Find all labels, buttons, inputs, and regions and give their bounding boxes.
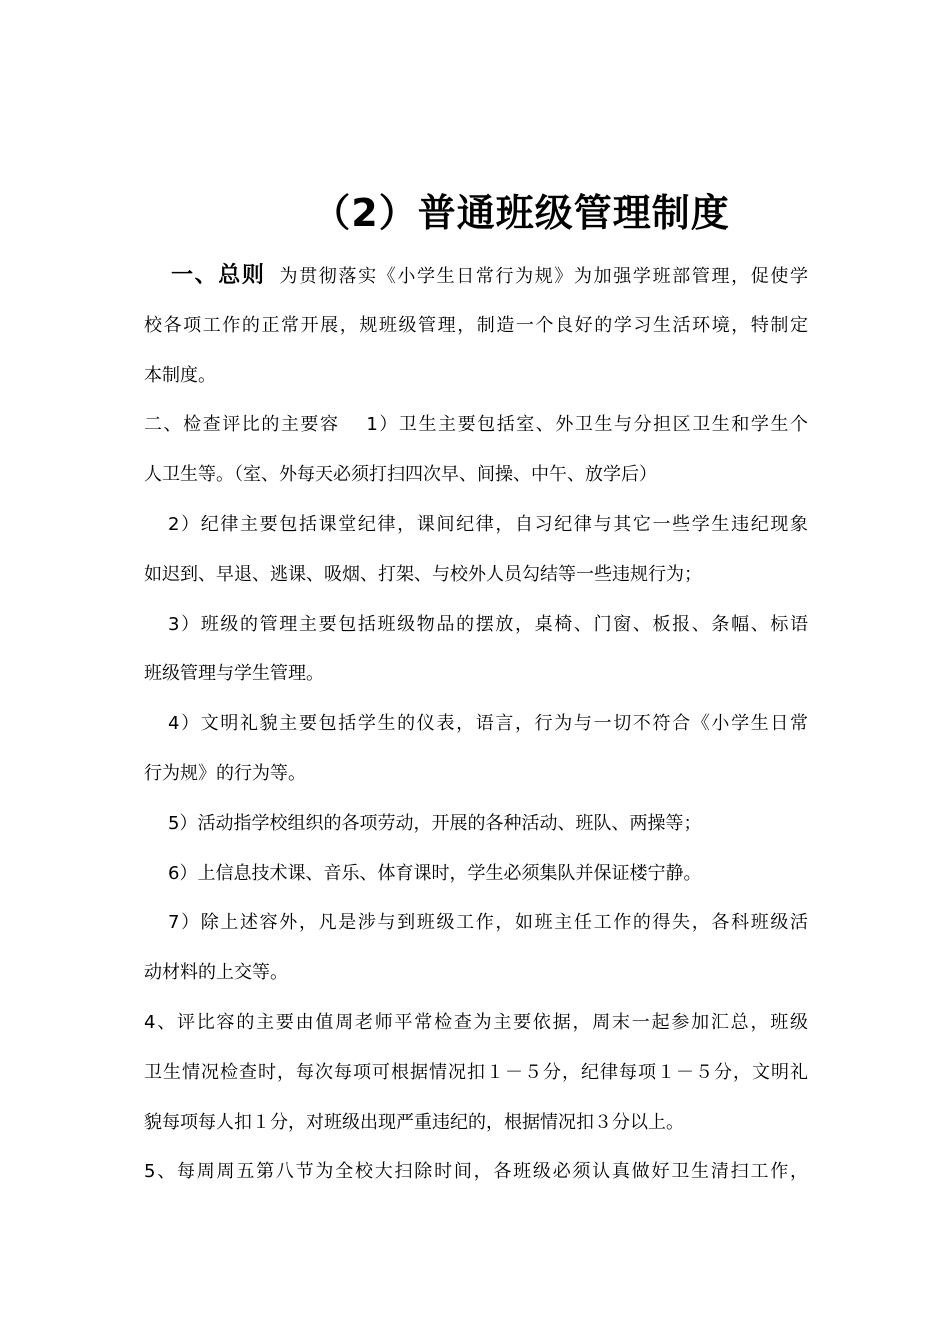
item2-line-2: 如迟到、早退、逃课、吸烟、打架、与校外人员勾结等一些违规行为； <box>144 563 702 585</box>
item7-line-1: 7）除上述容外，凡是涉与到班级工作，如班主任工作的得失，各科班级活 <box>168 912 808 934</box>
section5-line-1: 5、每周周五第八节为全校大扫除时间，各班级必须认真做好卫生清扫工作， <box>144 1161 808 1183</box>
item7-line-2: 动材料的上交等。 <box>144 962 288 984</box>
section4-line-1: 4、评比容的主要由值周老师平常检查为主要依据，周末一起参加汇总，班级 <box>144 1011 808 1033</box>
item4-line-1: 4）文明礼貌主要包括学生的仪表，语言，行为与一切不符合《小学生日常 <box>168 713 808 735</box>
item3-line-1: 3）班级的管理主要包括班级物品的摆放，桌椅、门窗、板报、条幅、标语 <box>168 613 808 635</box>
item2-line-1: 2）纪律主要包括课堂纪律，课间纪律，自习纪律与其它一些学生违纪现象 <box>168 513 808 535</box>
section1-heading: 一、总则 <box>171 263 266 288</box>
document-body <box>144 251 808 1197</box>
item5-line: 5）活动指学校组织的各项劳动，开展的各种活动、班队、两操等； <box>168 812 702 834</box>
section4-line-2: 卫生情况检查时，每次每项可根据情况扣１－５分，纪律每项１－５分，文明礼 <box>144 1061 808 1083</box>
section1-line-1 <box>144 251 808 301</box>
section2-line-2: 人卫生等。（室、外每天必须打扫四次早、间操、中午、放学后） <box>144 464 657 486</box>
section1-text-1: 为贯彻落实《小学生日常行为规》为加强学班部管理，促使学 <box>279 266 808 287</box>
item4-line-2: 行为规》的行为等。 <box>144 762 306 784</box>
section1-line-3: 本制度。 <box>144 364 216 386</box>
section2-line-1: 二、检查评比的主要容 1）卫生主要包括室、外卫生与分担区卫生和学生个 <box>144 414 808 436</box>
item6-line: 6）上信息技术课、音乐、体育课时，学生必须集队并保证楼宁静。 <box>168 862 702 884</box>
item3-line-2: 班级管理与学生管理。 <box>144 663 324 685</box>
section1-line-2: 校各项工作的正常开展，规班级管理，制造一个良好的学习生活环境，特制定 <box>144 314 808 336</box>
section4-line-3: 貌每项每人扣１分，对班级出现严重违纪的，根据情况扣３分以上。 <box>144 1111 684 1133</box>
page-title: （2）普通班级管理制度 <box>312 191 730 235</box>
